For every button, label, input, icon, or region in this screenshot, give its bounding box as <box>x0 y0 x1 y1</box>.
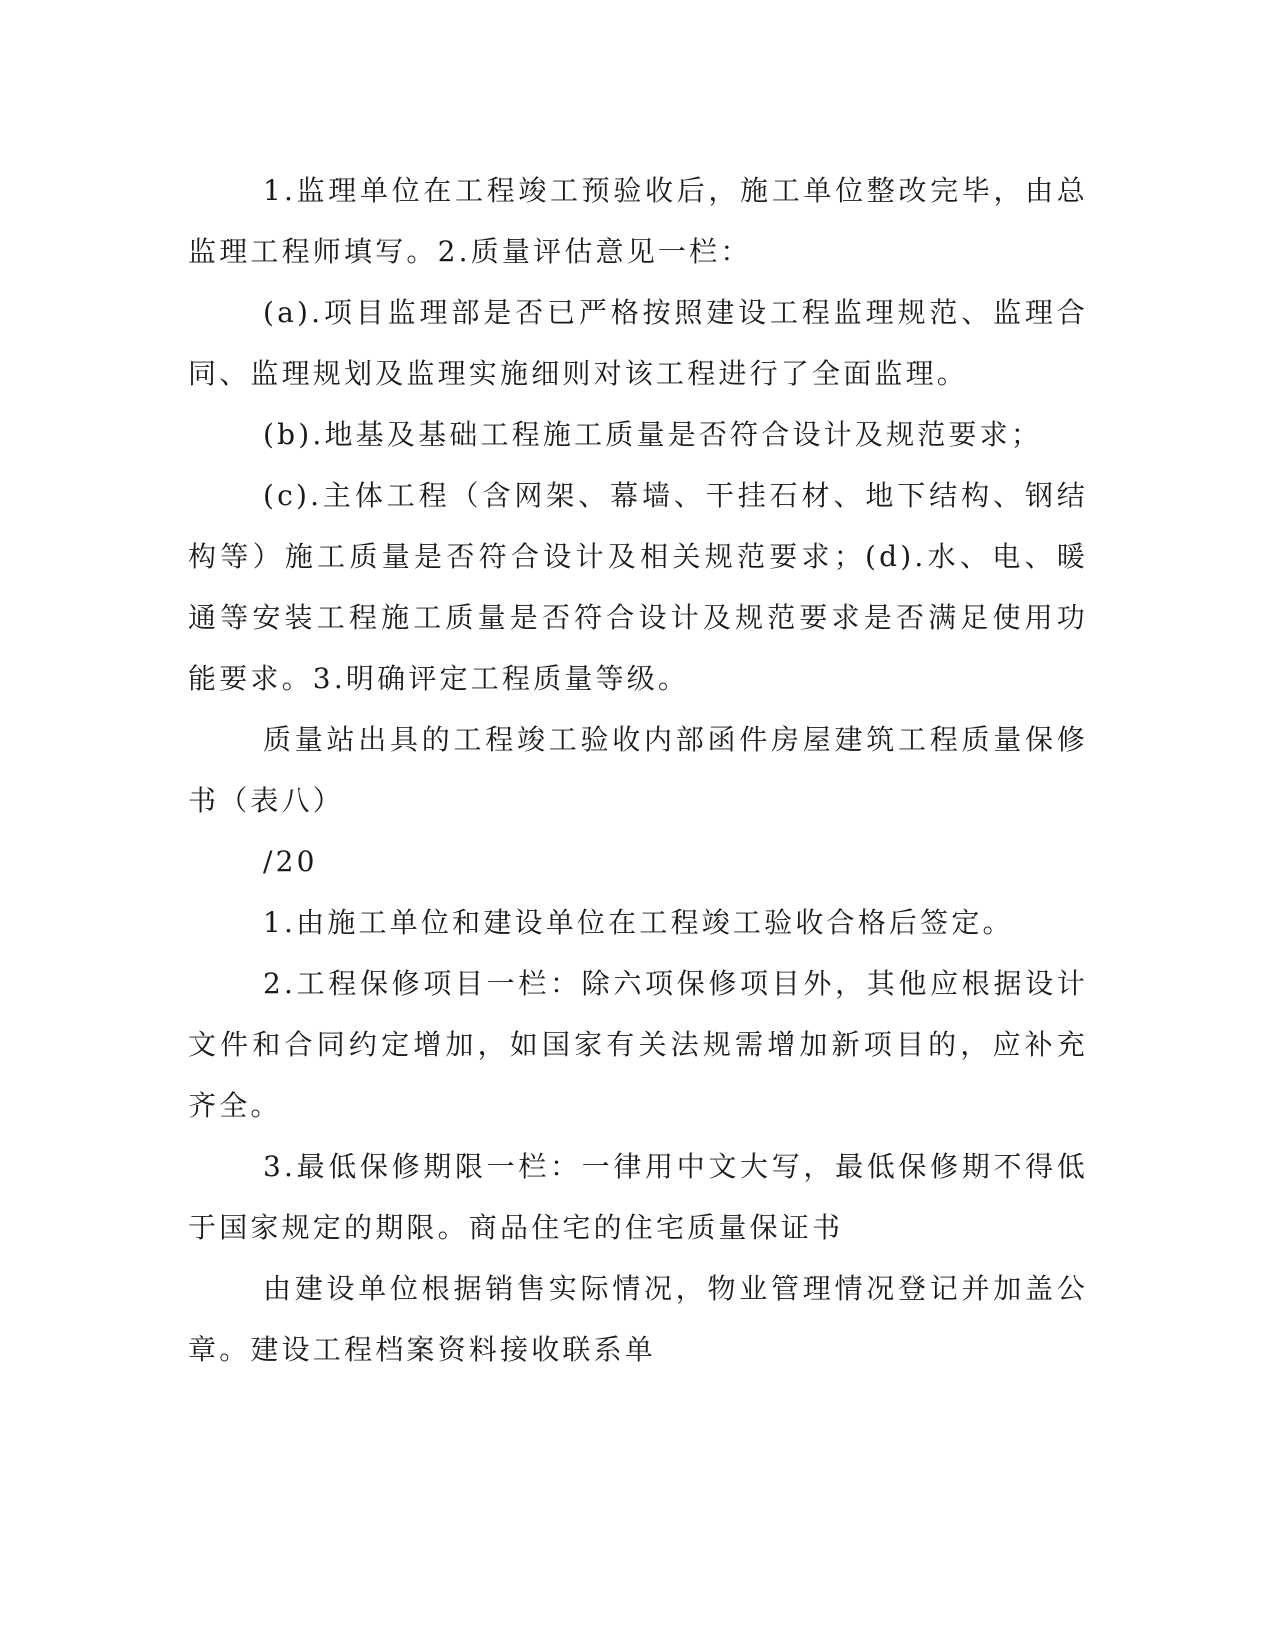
paragraph-2: (a).项目监理部是否已严格按照建设工程监理规范、监理合同、监理规划及监理实施细则对该工程进行了全面监理。 <box>188 296 1088 390</box>
paragraph-7: 1.由施工单位和建设单位在工程竣工验收合格后签定。 <box>263 906 1014 939</box>
paragraph-4: (c).主体工程（含网架、幕墙、干挂石材、地下结构、钢结构等）施工质量是否符合设计及相关规范要求；(d).水、电、暖通等安装工程施工质量是否符合设计及规范要求是否满足使用功能要求。3.明确评定工程质量等级。 <box>188 479 1088 695</box>
paragraph-9: 3.最低保修期限一栏：一律用中文大写，最低保修期不得低于国家规定的期限。商品住宅的住宅质量保证书 <box>188 1150 1088 1244</box>
document-body <box>188 160 1088 1380</box>
paragraph-1: 1.监理单位在工程竣工预验收后，施工单位整改完毕，由总监理工程师填写。2.质量评估意见一栏： <box>188 174 1088 268</box>
paragraph-10: 由建设单位根据销售实际情况，物业管理情况登记并加盖公章。建设工程档案资料接收联系单 <box>188 1272 1088 1366</box>
paragraph-8: 2.工程保修项目一栏：除六项保修项目外，其他应根据设计文件和合同约定增加，如国家有关法规需增加新项目的，应补充齐全。 <box>188 967 1088 1122</box>
paragraph-5: 质量站出具的工程竣工验收内部函件房屋建筑工程质量保修书（表八） <box>188 723 1088 817</box>
paragraph-3: (b).地基及基础工程施工质量是否符合设计及规范要求； <box>263 418 1043 451</box>
paragraph-6: /20 <box>263 845 318 878</box>
